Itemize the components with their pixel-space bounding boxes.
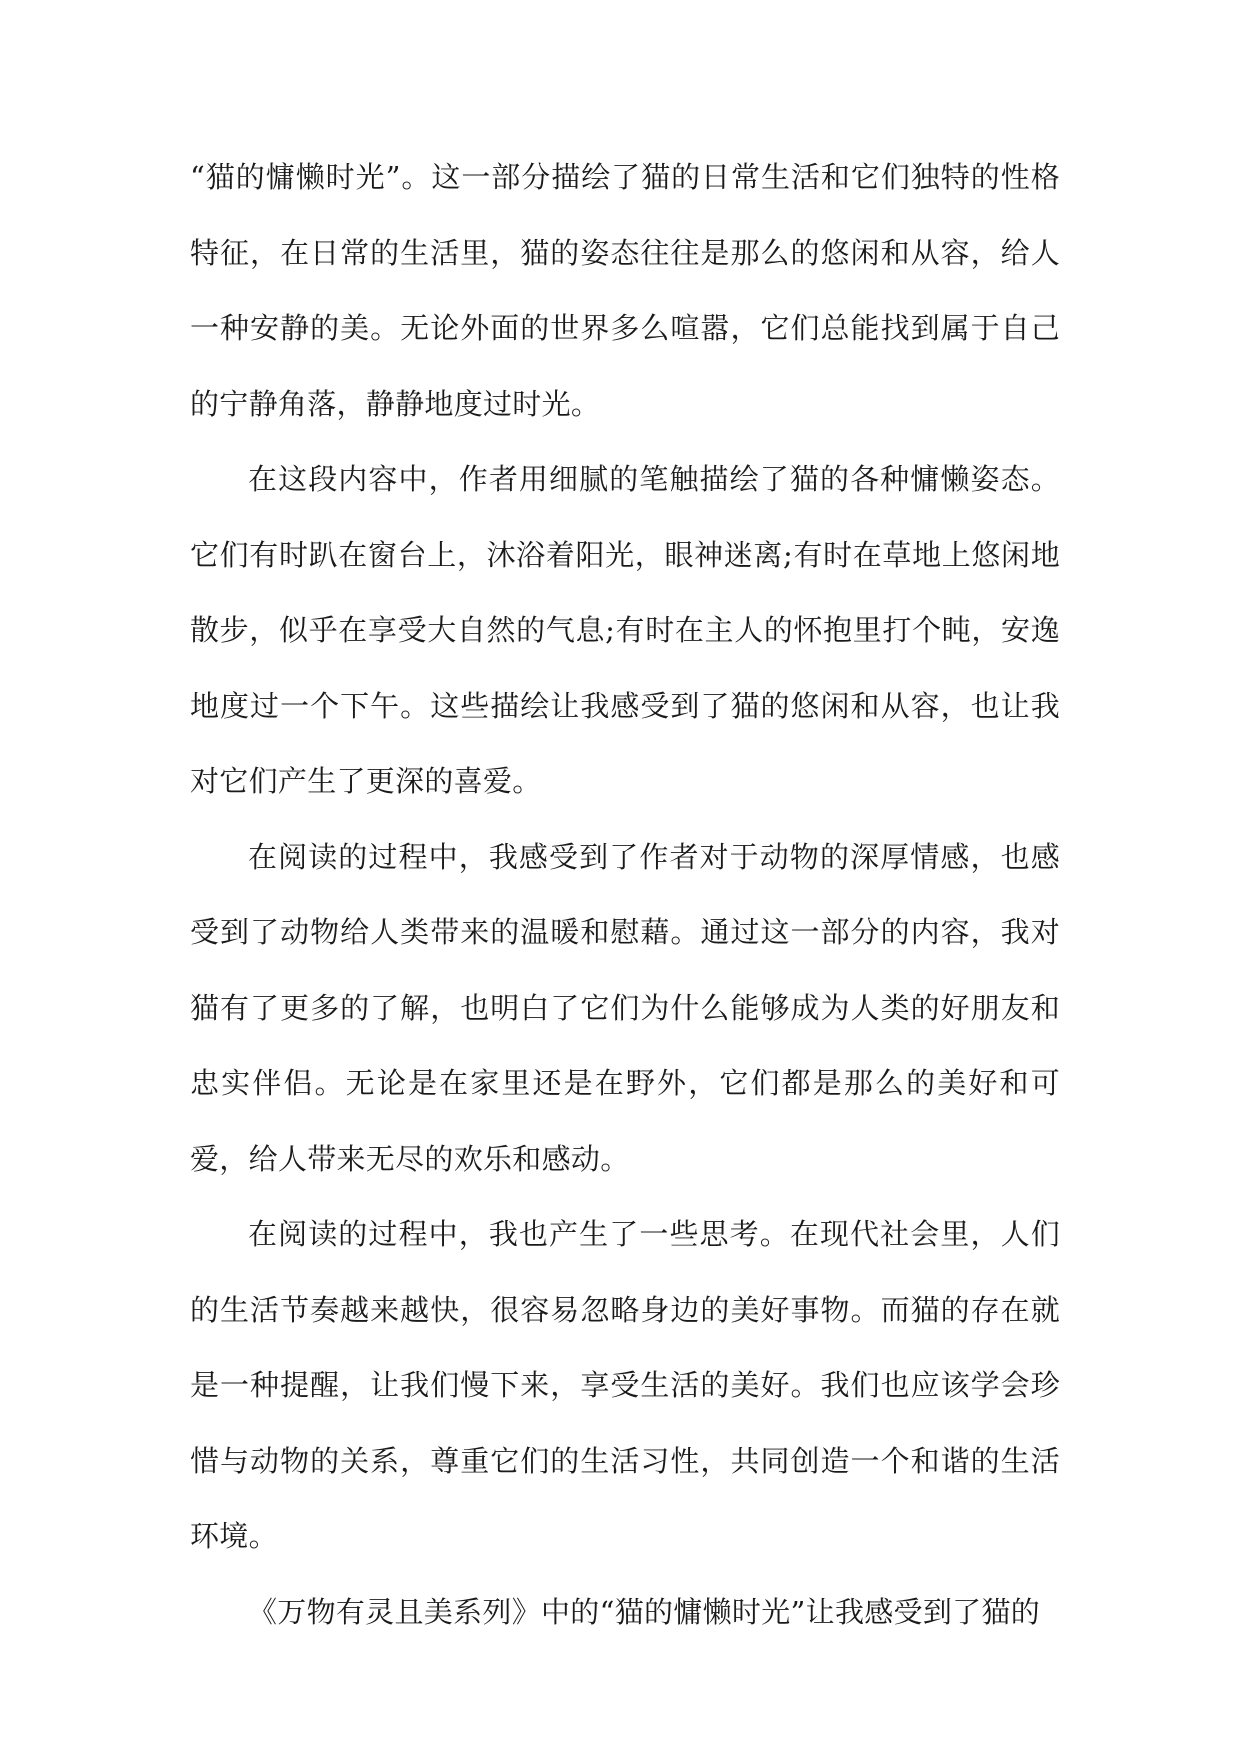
paragraph-3: 在阅读的过程中，我感受到了作者对于动物的深厚情感，也感受到了动物给人类带来的温暖和慰藉。通过这一部分的内容，我对猫有了更多的了解，也明白了它们为什么能够成为人类的好朋友和忠实伴侣。无论是在家里还是在野外，它们都是那么的美好和可爱，给人带来无尽的欢乐和感动。 [190, 839, 1060, 1176]
paragraph-5: 《万物有灵且美系列》中的“猫的慵懒时光”让我感受到了猫的 [248, 1594, 1041, 1629]
paragraph-1: “猫的慵懒时光”。这一部分描绘了猫的日常生活和它们独特的性格特征，在日常的生活里，猫的姿态往往是那么的悠闲和从容，给人一种安静的美。无论外面的世界多么喧嚣，它们总能找到属于自己的宁静角落，静静地度过时光。 [190, 160, 1060, 421]
paragraph-2: 在这段内容中，作者用细腻的笔触描绘了猫的各种慵懒姿态。它们有时趴在窗台上，沐浴着阳光，眼神迷离;有时在草地上悠闲地散步，似乎在享受大自然的气息;有时在主人的怀抱里打个盹，安逸地度过一个下午。这些描绘让我感受到了猫的悠闲和从容，也让我对它们产生了更深的喜爱。 [190, 462, 1060, 798]
paragraph-4: 在阅读的过程中，我也产生了一些思考。在现代社会里，人们的生活节奏越来越快，很容易忽略身边的美好事物。而猫的存在就是一种提醒，让我们慢下来，享受生活的美好。我们也应该学会珍惜与动物的关系，尊重它们的生活习性，共同创造一个和谐的生活环境。 [190, 1217, 1060, 1553]
document-body [190, 140, 1060, 1650]
